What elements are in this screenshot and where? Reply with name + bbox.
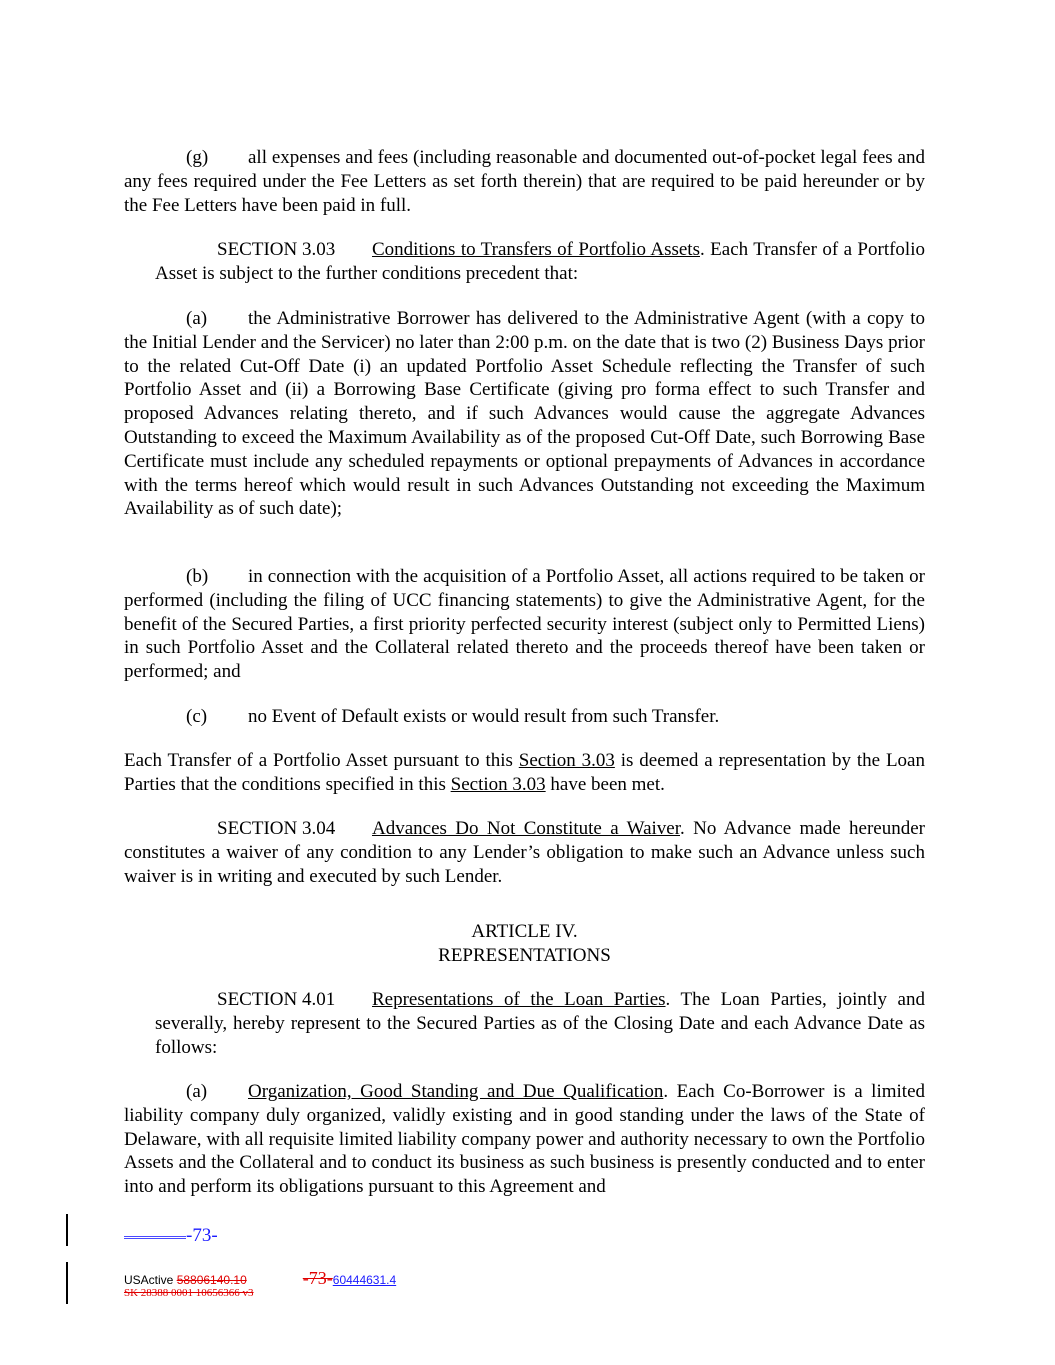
paragraph-g — [124, 146, 925, 217]
section-text: . The Loan Parties, jointly and severally, hereby represent to the Secured Parties as of the Closing Date and each Advance Date as follows: — [155, 989, 925, 1058]
section-number: SECTION 3.04 — [217, 818, 336, 839]
paragraph-text: all expenses and fees (including reasonable and documented out-of-pocket legal fees and any fees required under the Fee Letters as set forth therein) that are required to be paid hereunder or by the Fee Letters have been paid in full. — [124, 147, 925, 216]
paragraph-heading: Organization, Good Standing and Due Qualification — [248, 1081, 664, 1102]
section-heading: Representations of the Loan Parties — [372, 989, 666, 1010]
section-3-03 — [155, 238, 925, 286]
paragraph-label: (b) — [186, 566, 209, 587]
inserted-tab-marker — [124, 1222, 186, 1239]
paragraph-a-organization — [124, 1080, 925, 1199]
article-heading — [124, 920, 925, 968]
change-bar — [66, 1214, 68, 1246]
paragraph-text: no Event of Default exists or would result from such Transfer. — [248, 706, 720, 727]
paragraph-label: (a) — [186, 1081, 208, 1102]
section-heading: Advances Do Not Constitute a Waiver — [372, 818, 680, 839]
paragraph-b — [124, 565, 925, 684]
section-text: . Each Transfer of a Portfolio Asset is subject to the further conditions precedent that: — [155, 239, 925, 284]
paragraph-c — [124, 705, 925, 729]
section-4-01 — [155, 988, 925, 1059]
paragraph-label: (c) — [186, 706, 208, 727]
article-title: REPRESENTATIONS — [438, 944, 611, 966]
section-text: . No Advance made hereunder constitutes a waiver of any condition to any Lender’s obligation to make such an Advance unless such waiver is in writing and executed by such Lender. — [124, 818, 925, 887]
section-reference-link: Section 3.03 — [518, 750, 615, 771]
paragraph-label: (g) — [186, 147, 209, 168]
deleted-page-number: -73- — [302, 1268, 333, 1288]
inserted-doc-id: 60444631.4 — [332, 1273, 397, 1287]
article-number: ARTICLE IV. — [471, 921, 578, 942]
section-number: SECTION 3.03 — [217, 239, 336, 260]
paragraph-text: . Each Co-Borrower is a limited liability company duly organized, validly existing and in good standing under the laws of the State of Delaware, with all requisite limited liability company power and authority necessary to own the Portfolio Assets and the Collateral and to conduct its business as such business is presently conducted and to enter into and perform its obligations pursuant to this Agreement and — [124, 1081, 926, 1198]
paragraph-text: in connection with the acquisition of a Portfolio Asset, all actions required to be taken or performed (including the filing of UCC financing statements) to give the Administrative Agent, for the benefit of the Secured Parties, a first priority perfected security interest (subject only to Permitted Liens) in such Portfolio Asset and the Collateral related thereto and the proceeds thereof have been taken or performed; and — [124, 566, 925, 683]
text-run: have been met. — [545, 773, 665, 795]
usactive-label: USActive — [124, 1273, 177, 1287]
section-reference-link: Section 3.03 — [450, 773, 546, 795]
each-transfer-paragraph — [124, 749, 925, 797]
deleted-sk-reference: SK 28388 0001 10656366 v3 — [124, 1287, 254, 1299]
text-run: Each Transfer of a Portfolio Asset pursuant to this — [124, 750, 519, 771]
paragraph-a — [124, 307, 925, 521]
document-id-footer — [124, 1268, 396, 1289]
text-run: is deemed a representation by the Loan Parties that the conditions specified in this — [124, 750, 925, 795]
paragraph-text: the Administrative Borrower has delivered to the Administrative Agent (with a copy to the Initial Lender and the Servicer) no later than 2:00 p.m. on the date that is two (2) Business Days prior to the related Cut-Off Date (i) an updated Portfolio Asset Schedule reflecting the Transfer of such Portfolio Asset and (ii) a Borrowing Base Certificate (giving pro forma effect to such Transfer and proposed Advances relating thereto, and if such Advances would cause the aggregate Advances Outstanding to exceed the Maximum Availability as of the proposed Cut-Off Date, such Borrowing Base Certificate must include any scheduled repayments or optional prepayments of Advances in accordance with the terms hereof which would result in such Advances Outstanding not exceeding the Maximum Availability as of such date); — [124, 308, 925, 520]
paragraph-label: (a) — [186, 308, 208, 329]
page-number-text: -73- — [186, 1225, 218, 1246]
section-number: SECTION 4.01 — [217, 989, 336, 1010]
page-number — [124, 1222, 218, 1247]
change-bar — [66, 1262, 68, 1304]
deleted-doc-id: 58806140.10 — [176, 1273, 247, 1287]
section-heading: Conditions to Transfers of Portfolio Assets — [372, 239, 700, 260]
section-3-04 — [124, 817, 925, 888]
